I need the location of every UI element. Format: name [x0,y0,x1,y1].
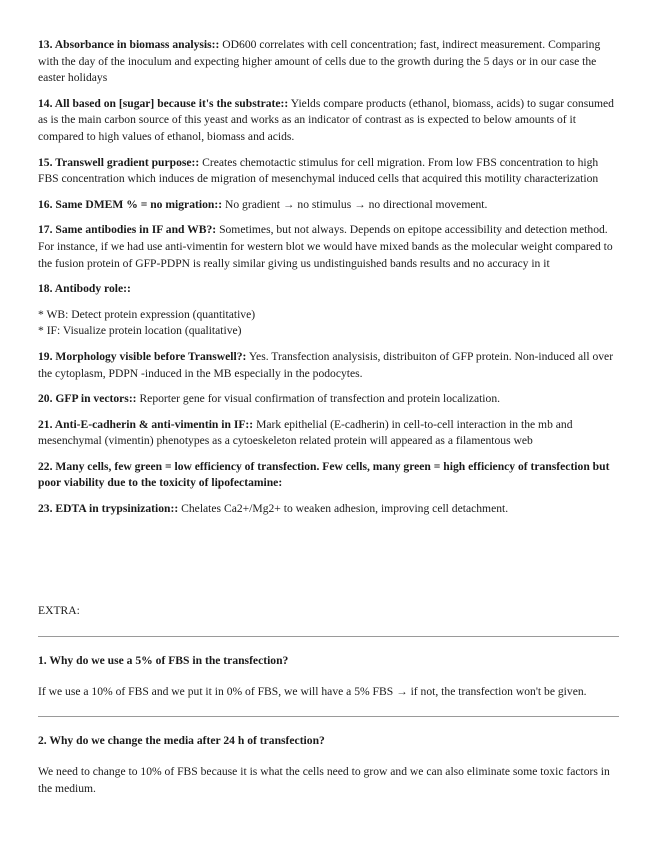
item-heading [38,392,137,405]
item-heading [38,97,288,110]
item-heading [38,198,222,211]
item-title: Antibody role:: [54,282,131,296]
list-item: * WB: Detect protein expression (quantitative) [38,307,256,321]
list-item: * IF: Visualize protein location (qualitative) [38,324,242,338]
item-text: Chelates Ca2+/Mg2+ to weaken adhesion, improving cell detachment. [181,502,509,516]
item-title: GFP in vectors:: [55,392,137,406]
item-14 [38,96,619,146]
item-18 [38,281,619,298]
item-number: 22. [38,459,53,473]
item-19 [38,349,619,382]
horizontal-divider [38,716,619,717]
item-number: 21. [38,417,53,431]
item-number: 17. [38,223,53,237]
item-17 [38,222,619,272]
item-16 [38,197,619,214]
item-15 [38,155,619,188]
item-number: 14. [38,96,53,110]
item-text: No gradient → no stimulus → no directional movement. [224,197,488,211]
item-title: EDTA in trypsinization:: [55,502,179,516]
item-number: 20. [38,392,53,406]
item-text: Sometimes, but not always. Depends on epitope accessibility and detection method. For instance, if we had use anti-vimentin for western blot we would have mixed bands as the molecular weight compared to the fusion protein of GFP-PDPN is really similar giving us undistinguished bands results and no accuracy in it [38,223,613,270]
item-number: 23. [38,502,53,516]
item-title: All based on [sugar] because it's the substrate:: [54,96,289,110]
item-heading [38,350,246,363]
item-20 [38,391,619,408]
item-number: 15. [38,155,53,169]
item-title: Same antibodies in IF and WB?: [55,223,217,237]
item-heading [38,223,216,236]
item-heading [38,156,199,169]
extra-answer: If we use a 10% of FBS and we put it in 0% of FBS, we will have a 5% FBS → if not, the transfection won't be given. [38,684,587,698]
item-13 [38,37,619,87]
item-heading [38,502,178,515]
item-title: Morphology visible before Transwell?: [55,349,247,363]
extra-question: 1. Why do we use a 5% of FBS in the transfection? [38,654,289,668]
item-title: Absorbance in biomass analysis:: [54,38,220,51]
item-text: Reporter gene for visual confirmation of transfection and protein localization. [139,392,501,406]
item-heading [38,418,253,431]
item-text: Mark epithelial (E-cadherin) in cell-to-cell interaction in the mb and mesenchymal (vimentin) phenotypes as a cytoeskeleton related protein will appeared as a filamentous web [38,417,573,448]
item-title: Many cells, few green = low efficiency of transfection. Few cells, many green = high efficiency of transfection but poor viability due to the toxicity of lipofectamine: [38,459,610,490]
item-21 [38,417,619,450]
item-heading [38,460,609,490]
extra-label: EXTRA: [38,603,80,617]
item-number: 16. [38,197,53,211]
item-text: Creates chemotactic stimulus for cell migration. From low FBS concentration to high FBS concentration which induces de migration of mesenchymal induced cells that acquired this motility characterization [38,155,599,186]
item-title: Anti-E-cadherin & anti-vimentin in IF:: [54,417,254,431]
item-22 [38,459,619,492]
item-number: 18. [38,282,53,296]
antibody-role-list [38,307,619,340]
extra-answer: We need to change to 10% of FBS because it is what the cells need to grow and we can also eliminate some toxic factors in the medium. [38,765,610,795]
item-heading [38,282,131,295]
item-text: OD600 correlates with cell concentration; fast, indirect measurement. Comparing with the day of the inoculum and expecting higher amount of cells due to the growth during the 5 days or in our case the easter holidays [38,38,601,85]
item-23 [38,501,619,518]
extra-question: 2. Why do we change the media after 24 h of transfection? [38,734,325,748]
horizontal-divider [38,636,619,637]
item-text: Yields compare products (ethanol, biomass, acids) to sugar consumed as is the main carbon source of this yeast and works as an indicator of contrast as is expected to below amounts of it compared to high values of ethanol, biomass and acids. [38,96,614,143]
item-title: Same DMEM % = no migration:: [55,197,223,211]
item-text: Yes. Transfection analysisis, distribuiton of GFP protein. Non-induced all over the cytoplasm, PDPN -induced in the MB especially in the podocytes. [38,349,614,380]
item-number: 19. [38,349,53,363]
item-heading [38,38,219,51]
item-title: Transwell gradient purpose:: [55,155,200,169]
item-number: 13. [38,38,53,51]
